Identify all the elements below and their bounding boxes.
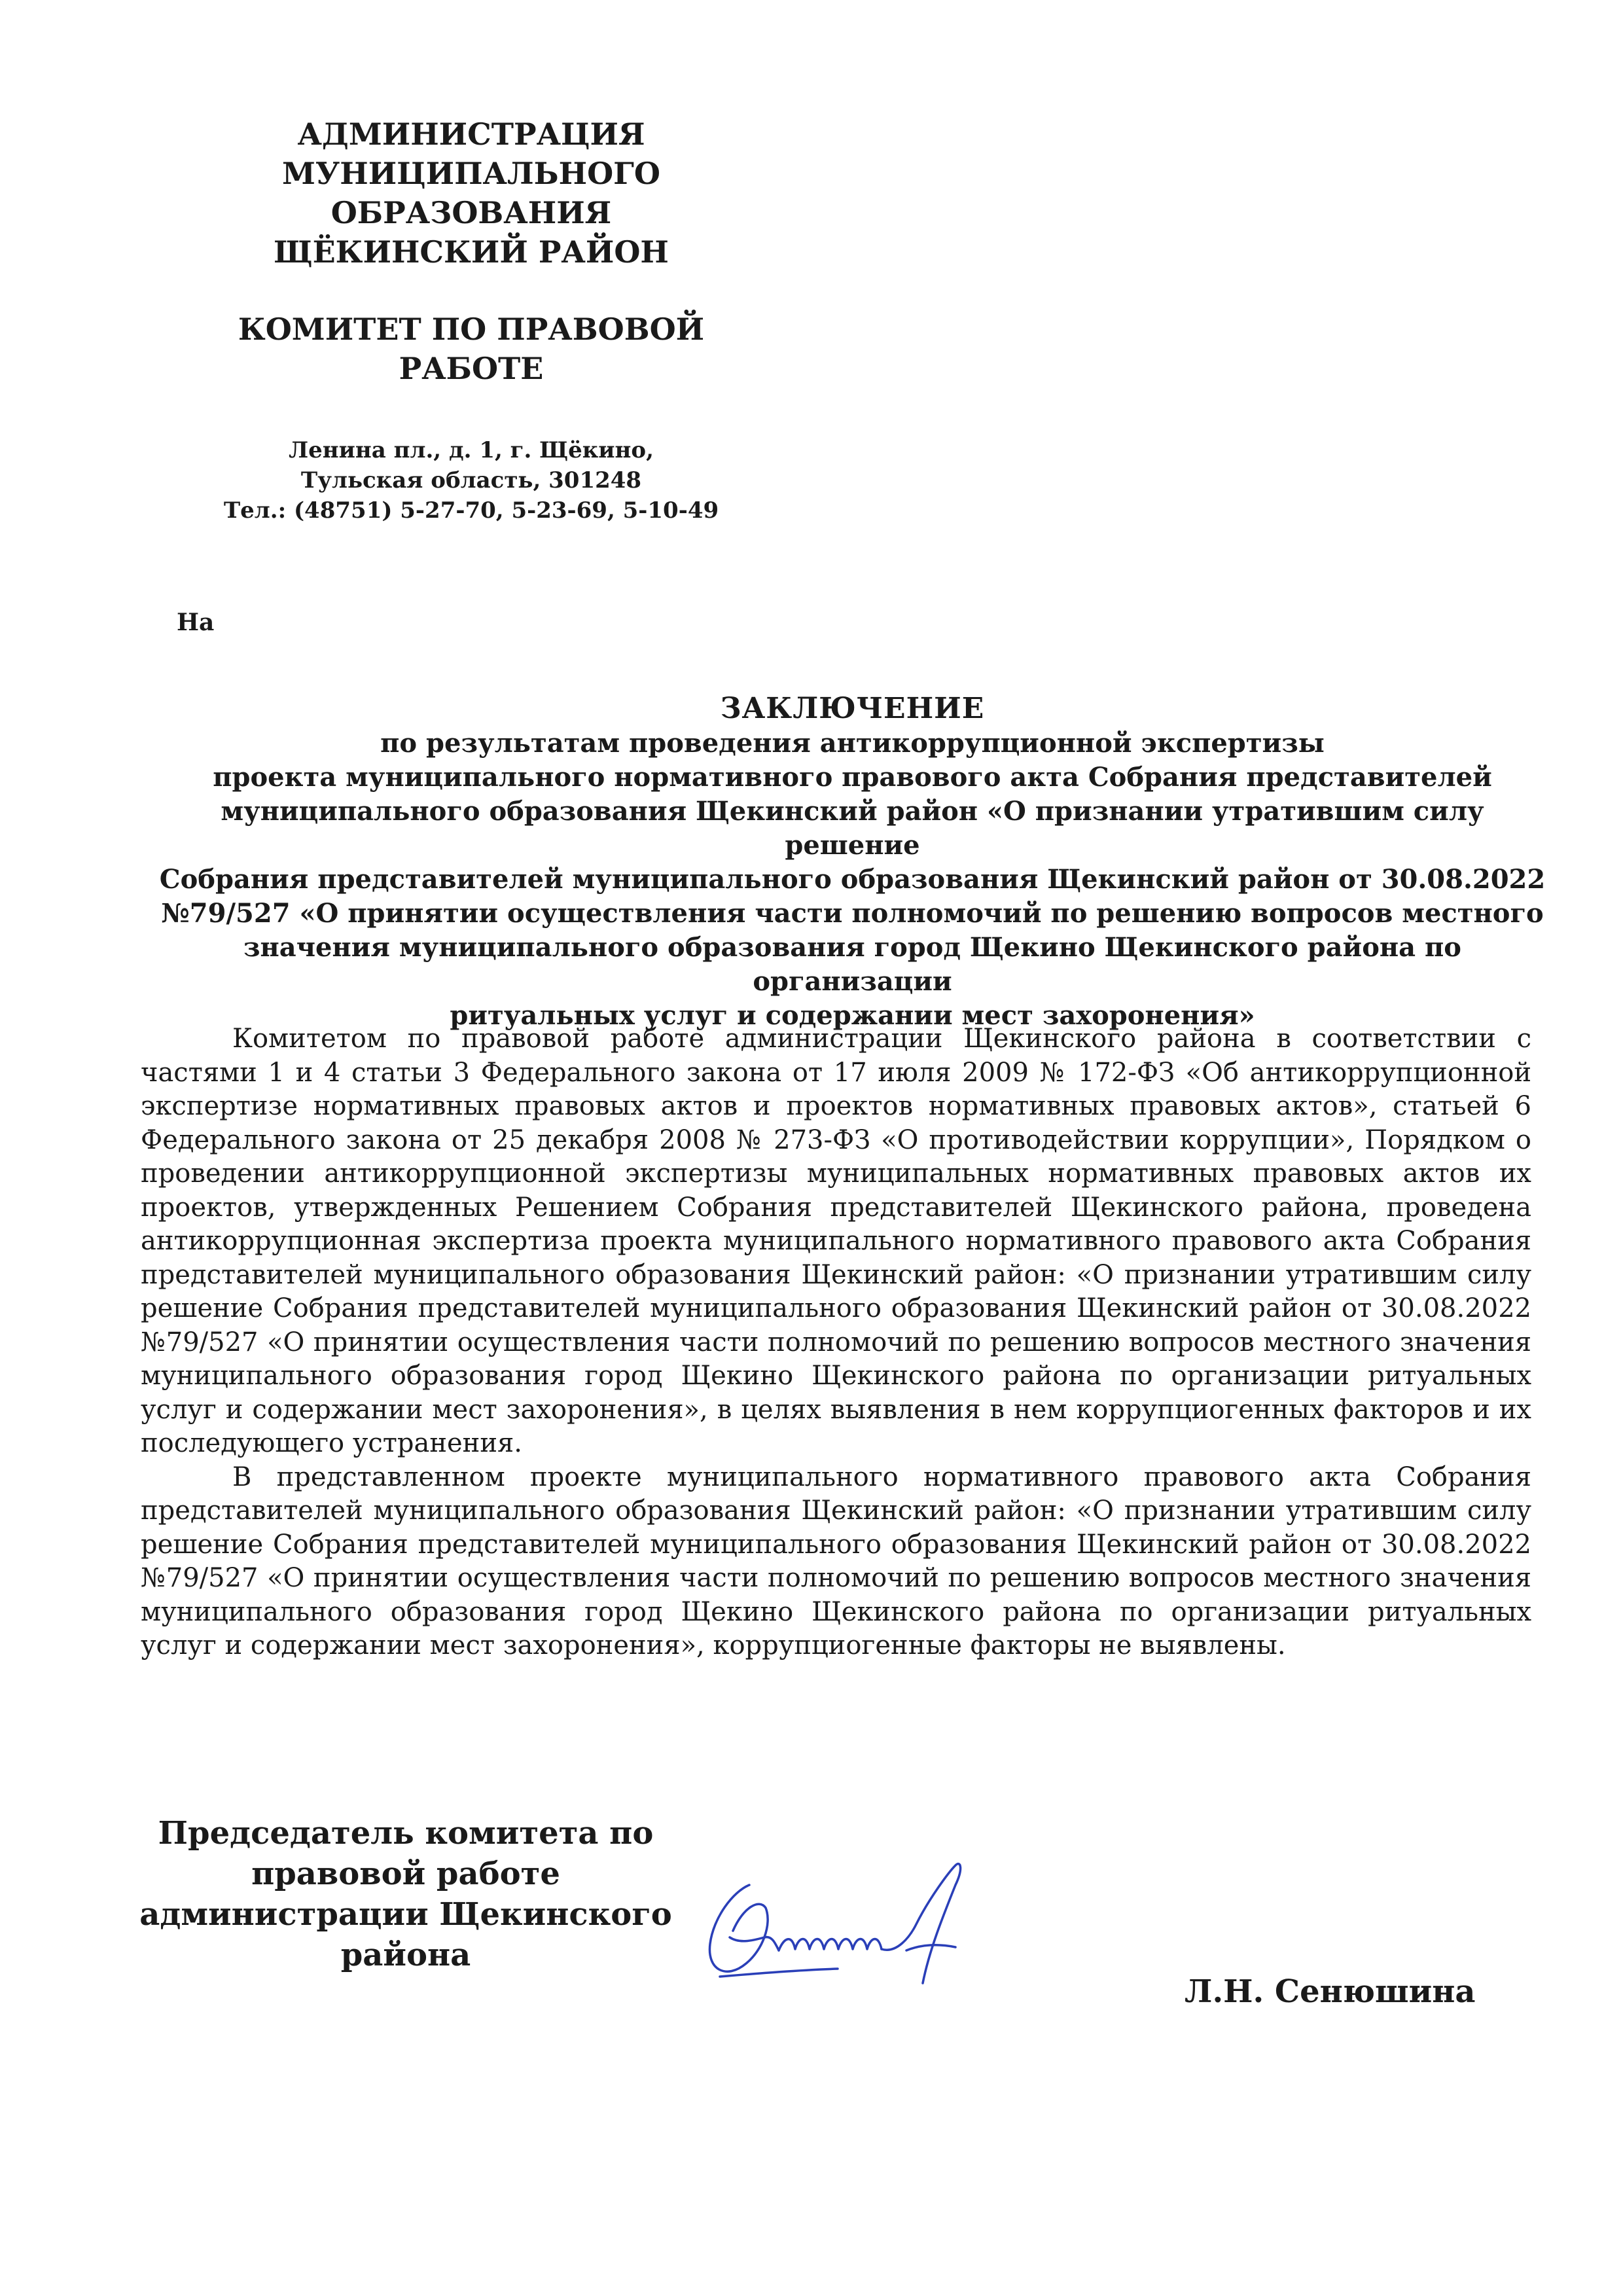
signer-position <box>131 1813 681 1975</box>
committee-line: РАБОТЕ <box>399 351 544 386</box>
subject-line: Собрания представителей муниципального образования Щекинский район от 30.08.2022 <box>159 864 1546 895</box>
organization-line: МУНИЦИПАЛЬНОГО <box>282 156 660 191</box>
signer-position-line: администрации Щекинского <box>139 1896 672 1933</box>
organization-line: ЩЁКИНСКИЙ РАЙОН <box>274 234 669 270</box>
subject-line: проекта муниципального нормативного правового акта Собрания представителей <box>213 762 1492 793</box>
document-body <box>141 1022 1531 1663</box>
committee-line: КОМИТЕТ ПО ПРАВОВОЙ <box>238 312 705 347</box>
signer-position-line: правовой работе <box>251 1856 560 1892</box>
document-heading <box>157 692 1548 1033</box>
subject-line: №79/527 «О принятии осуществления части полномочий по решению вопросов местного <box>161 898 1544 929</box>
body-paragraph: Комитетом по правовой работе администрации Щекинского района в соответствии с частями 1 и 4 статьи 3 Федерального закона от 17 июля 2009 № 172-ФЗ «Об антикоррупционной экспертизе нормативных правовых актов и проектов нормативных правовых актов», статьей 6 Федерального закона от 25 декабря 2008 № 273-ФЗ «О противодействии коррупции», Порядком о проведении антикоррупционной экспертизы муниципальных нормативных правовых актов их проектов, утвержденных Решением Собрания представителей Щекинского района, проведена антикоррупционная экспертиза проекта муниципального нормативного правового акта Собрания представителей муниципального образования Щекинский район: «О признании утратившим силу решение Собрания представителей муниципального образования Щекинский район от 30.08.2022 №79/527 «О принятии осуществления части полномочий по решению вопросов местного значения муниципального образования город Щекино Щекинского района по организации ритуальных услуг и содержании мест захоронения», в целях выявления в нем коррупциогенных факторов и их последующего устранения. <box>141 1024 1531 1458</box>
organization-line: ОБРАЗОВАНИЯ <box>330 195 612 230</box>
committee-name <box>177 310 766 388</box>
address-line: Ленина пл., д. 1, г. Щёкино, <box>289 437 654 463</box>
subject-line: ритуальных услуг и содержании мест захоронения» <box>450 1000 1255 1031</box>
signature-icon <box>681 1846 1047 2042</box>
letterhead <box>177 115 766 526</box>
address-line: Тульская область, 301248 <box>300 467 642 493</box>
address-line: Тел.: (48751) 5-27-70, 5-23-69, 5-10-49 <box>223 497 719 524</box>
signer-position-line: Председатель комитета по <box>158 1815 654 1852</box>
subject-line: муниципального образования Щекинский район «О признании утратившим силу решение <box>221 796 1484 861</box>
organization-line: АДМИНИСТРАЦИЯ <box>297 117 645 152</box>
recipient-label: На <box>177 609 215 636</box>
address <box>177 435 766 526</box>
signer-position-line: района <box>340 1937 471 1973</box>
document-title: ЗАКЛЮЧЕНИЕ <box>720 692 985 725</box>
signer-name: Л.Н. Сенюшина <box>1185 1973 1476 2010</box>
body-paragraph: В представленном проекте муниципального нормативного правового акта Собрания представителей муниципального образования Щекинский район: «О признании утратившим силу решение Собрания представителей муниципального образования Щекинский район от 30.08.2022 №79/527 «О принятии осуществления части полномочий по решению вопросов местного значения муниципального образования город Щекино Щекинского района по организации ритуальных услуг и содержании мест захоронения», коррупциогенные факторы не выявлены. <box>141 1462 1531 1660</box>
subject-line: по результатам проведения антикоррупционной экспертизы <box>380 728 1325 759</box>
organization-name <box>177 115 766 272</box>
subject-line: значения муниципального образования город Щекино Щекинского района по организации <box>243 932 1461 997</box>
